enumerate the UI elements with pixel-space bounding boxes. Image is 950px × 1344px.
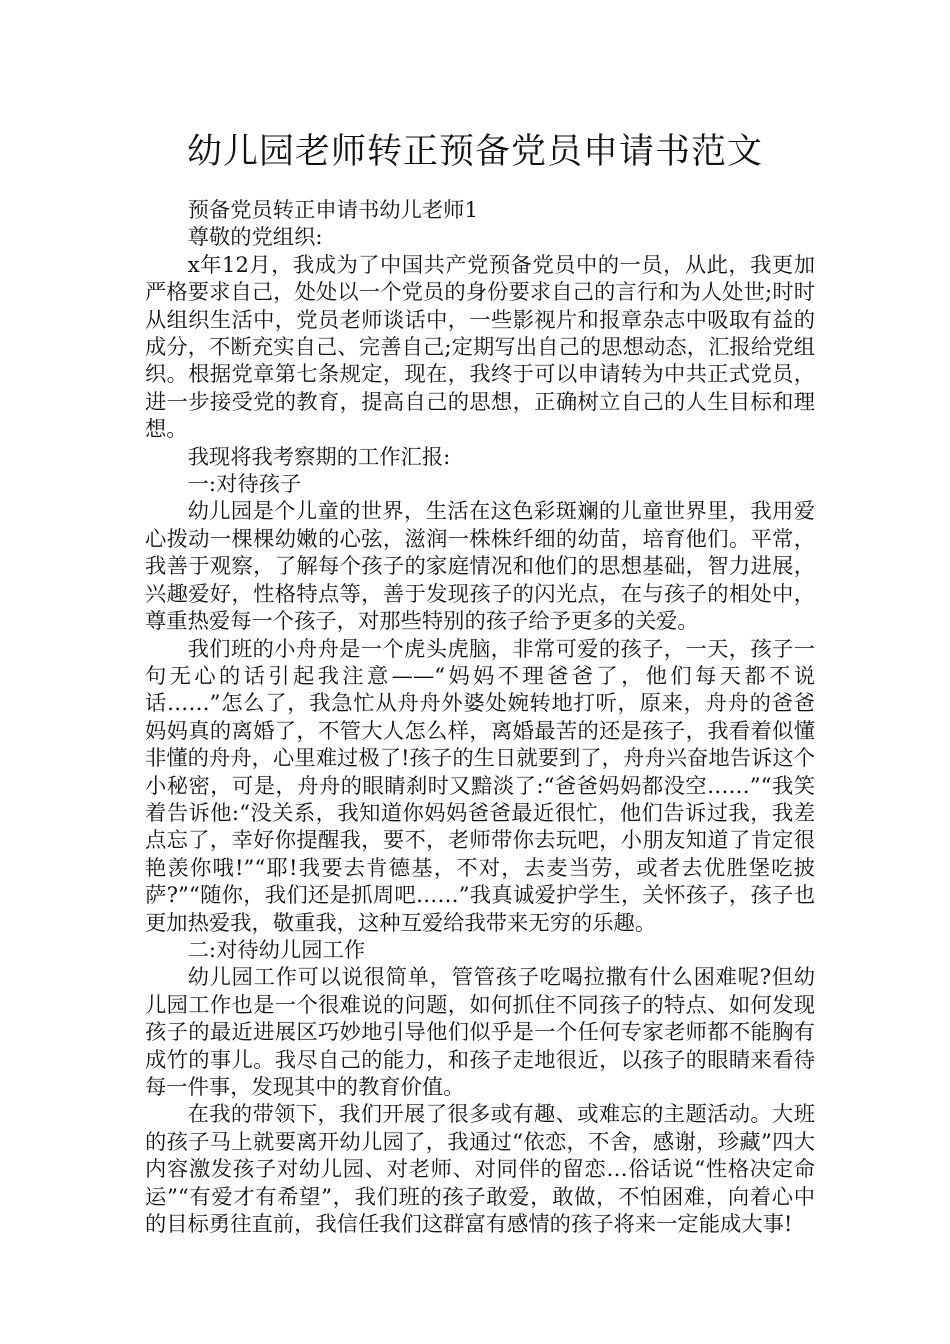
document-body xyxy=(145,197,815,1238)
paragraph-salutation: 尊敬的党组织: xyxy=(187,225,323,251)
paragraph-subtitle: 预备党员转正申请书幼儿老师1 xyxy=(187,198,479,223)
paragraph-children-2: 我们班的小舟舟是一个虎头虎脑，非常可爱的孩子，一天，孩子一句无心的话引起我注意——“妈妈不理爸爸了，他们每天都不说话……”怎么了，我急忙从舟舟外婆处婉转地打听，原来，舟舟的爸爸妈妈真的离婚了，不管大人怎么样，离婚最苦的还是孩子，我看着似懂非懂的舟舟，心里难过极了!孩子的生日就要到了，舟舟兴奋地告诉这个小秘密，可是，舟舟的眼睛刹时又黯淡了:“爸爸妈妈都没空……”“我笑着告诉他:“没关系，我知道你妈妈爸爸最近很忙，他们告诉过我，我差点忘了，幸好你提醒我，要不，老师带你去玩吧，小朋友知道了肯定很艳羡你哦!”“耶!我要去肯德基，不对，去麦当劳，或者去优胜堡吃披萨?”“随你，我们还是抓周吧……”我真诚爱护学生，关怀孩子，孩子也更加热爱我，敬重我，这种互爱给我带来无穷的乐趣。 xyxy=(145,636,815,936)
paragraph-intro: x年12月，我成为了中国共产党预备党员中的一员，从此，我更加严格要求自己，处处以一个党员的身份要求自己的言行和为人处世;时时从组织生活中，党员老师谈话中，一些影视片和报章杂志中吸取有益的成分，不断充实自己、完善自己;定期写出自己的思想动态，汇报给党组织。根据党章第七条规定，现在，我终于可以申请转为中共正式党员，进一步接受党的教育，提高自己的思想，正确树立自己的人生目标和理想。 xyxy=(145,252,815,443)
document-title: 幼儿园老师转正预备党员申请书范文 xyxy=(186,132,763,172)
section-heading-children: 一:对待孩子 xyxy=(187,472,302,498)
paragraph-children-1: 幼儿园是个儿童的世界，生活在这色彩斑斓的儿童世界里，我用爱心拨动一棵棵幼嫩的心弦，滋润一株株纤细的幼苗，培育他们。平常，我善于观察，了解每个孩子的家庭情况和他们的思想基础，智力进展，兴趣爱好，性格特点等，善于发现孩子的闪光点，在与孩子的相处中，尊重热爱每一个孩子，对那些特别的孩子给予更多的关爱。 xyxy=(145,499,815,635)
paragraph-report-lead: 我现将我考察期的工作汇报: xyxy=(187,444,451,470)
section-heading-work: 二:对待幼儿园工作 xyxy=(187,937,366,963)
paragraph-work-1: 幼儿园工作可以说很简单，管管孩子吃喝拉撒有什么困难呢?但幼儿园工作也是一个很难说的问题，如何抓住不同孩子的特点、如何发现孩子的最近进展区巧妙地引导他们似乎是一个任何专家老师都不能胸有成竹的事儿。我尽自己的能力，和孩子走地很近，以孩子的眼睛来看待每一件事，发现其中的教育价值。 xyxy=(145,965,815,1100)
paragraph-work-2: 在我的带领下，我们开展了很多或有趣、或难忘的主题活动。大班的孩子马上就要离开幼儿园了，我通过“依恋，不舍，感谢，珍藏”四大内容激发孩子对幼儿园、对老师、对同伴的留恋…俗话说“性格决定命运”“有爱才有希望”，我们班的孩子敢爱，敢做，不怕困难，向着心中的目标勇往直前，我信任我们这群富有感情的孩子将来一定能成大事! xyxy=(145,1102,815,1238)
